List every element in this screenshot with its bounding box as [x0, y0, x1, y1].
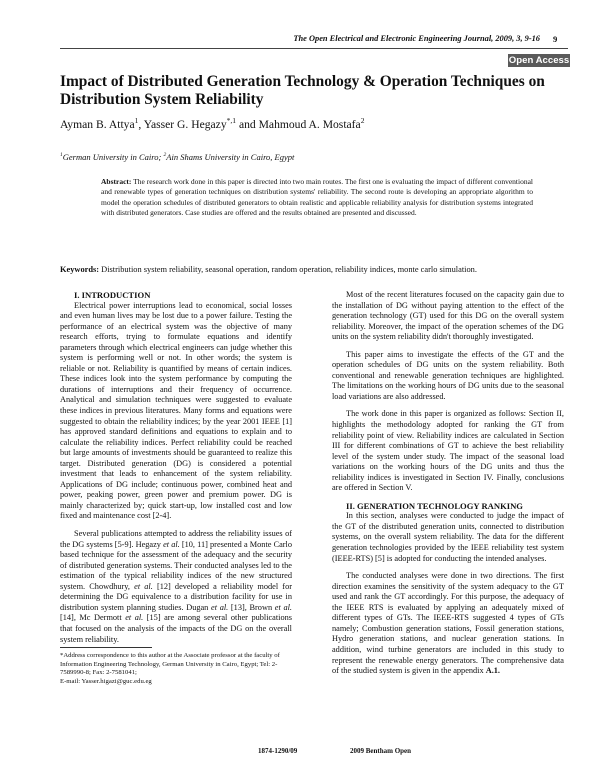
journal-header: The Open Electrical and Electronic Engineering Journal, 2009, 3, 9-16 — [293, 34, 540, 43]
paragraph: The conducted analyses were done in two directions. The first direction examines the sensitivity of the system adequacy to the GT used and rank the GT accordingly. For this purpose, the adequacy of the IEEE RTS is evaluated by applying an adequately mixed of different types of GTs. The IEEE-RTS suggested 4 types of GTs namely; Combustion generation stations, Fossil generation stations, Hydro generation stations, and nuclear generation stations. In addition, wind turbine generators are included in this study to represent the renewable energy generators. The comprehensive data of the studied system is given in the appendix A.1. — [332, 571, 564, 676]
page-number: 9 — [553, 34, 558, 44]
affiliation-sup: 1 — [60, 152, 63, 159]
abstract-text: The research work done in this paper is directed into two main routes. The first one is evaluating the impact of different conventional and renewable types of generation techniques on distribution systems' reliability. The second route is developing an appropriate algorithm to model the operation schedules of distributed generators to obtain realistic and applicable reliability analysis for distribution systems integrated with distributed generators. Case studies are offered and the results obtained are presented and discussed. — [101, 177, 533, 217]
author-list: Ayman B. Attya$^1$, Yasser G. Hegazy$^{*,1}$ and Mahmoud A. Mostafa$^2$ — [60, 116, 365, 131]
abstract-label: Abstract: — [101, 177, 132, 186]
affiliations — [60, 152, 560, 162]
paragraph: Most of the recent literatures focused on the capacity gain due to the installation of DG without paying attention to the effect of the generation technology (GT) used for this DG on the overall system reliability. Moreover, the impact of the operation schemes of the DG units on the system reliability didn't thoroughly investigated. — [332, 290, 564, 342]
section-heading: II. GENERATION TECHNOLOGY RANKING — [346, 500, 523, 511]
issn-code: 1874-1290/09 — [258, 747, 298, 755]
keywords — [60, 264, 580, 275]
author-sup: *,1 — [226, 116, 237, 126]
paragraph: In this section, analyses were conducted to judge the impact of the GT of the distributed generation units, connected to distribution systems, on the overall system reliability. The data for the different generation technologies provided by the IEEE reliability test system (IEEE-RTS) [5] is adopted for conducting the intended analyses. — [332, 511, 564, 563]
author-name: Mahmoud A. Mostafa — [258, 118, 361, 131]
publisher: 2009 Bentham Open — [350, 747, 412, 755]
left-column — [60, 290, 292, 645]
footnote-email: E-mail: Yasser.higazi@guc.edu.eg — [60, 677, 152, 685]
paragraph: Electrical power interruptions lead to economical, social losses and even human lives may be lost due to a power failure. Testing the performance of an electrical system was the objective of many research efforts, trying to formulate equations and identify parameters through which electrical engineers can judge whether this system is performing well or not. In other words; the system is reliable or not. Reliability is quantified by means of certain indices. These indices look into the system performance by computing the durations of interruptions and their frequency of occurrence. Analytical and simulation techniques were suggested to evaluate these indices in previous literatures. Many forms and equations were suggested to obtain the reliability indices; by the year 2001 IEEE [1] has approved standard definitions and equations to explain and to calculate the reliability indices. Perfect reliability could be reached but large amounts of investments should be guaranteed to realize this target. Distributed generation (DG) is considered a potential investment that leads to enhancement of the system reliability. Applications of DG include; continuous power, combined heat and power, peaking power, green power and premium power. DG is mainly characterized by; quick start-up, low installed cost and low fixed and maintenance cost [2-4]. — [60, 300, 292, 521]
correspondence-footnote — [60, 652, 292, 686]
affiliation-sup: 2 — [163, 152, 167, 159]
footnote-rule — [60, 647, 152, 648]
section-heading: I. INTRODUCTION — [74, 290, 151, 300]
abstract — [101, 177, 533, 218]
paragraph: The work done in this paper is organized as follows: Section II, highlights the methodology adopted for ranking the GT from reliability point of view. Reliability indices are calculated in Section III for different combinations of GT to achieve the best reliability level of the system under study. The impact of the seasonal load variations on the working hours of the DG units and thus the reliability indices is investigated in Section IV. Finally, conclusions are offered in Section V. — [332, 409, 564, 493]
author-name: Ayman B. Attya — [60, 118, 135, 131]
right-column — [332, 290, 564, 677]
open-access-badge: Open Access — [508, 55, 570, 66]
keywords-text: Distribution system reliability, seasonal operation, random operation, reliability indices, monte carlo simulation. — [101, 265, 477, 274]
paragraph: Several publications attempted to address the reliability issues of the DG systems [5-9]. Hegazy et al. [10, 11] presented a Monte Carlo based technique for the assessment of the adequacy and the security of distributed generation systems. Their conducted analyses led to the estimation of the typical reliability indices of the new structured system. Chowdhury, et al. [12] developed a reliability model for determining the DG equivalence to a distribution facility for use in distribution system planning studies. Dugan et al. [13], Brown et al. [14], Mc Dermott et al. [15] are among several other publications that focused on the analysis of the impacts of the DG on the overall system reliability. — [60, 529, 293, 644]
author-name: Yasser G. Hegazy — [143, 118, 227, 131]
paper-title: Impact of Distributed Generation Technology & Operation Techniques on Distribution System Reliability — [60, 73, 545, 108]
affiliation: German University in Cairo; — [62, 152, 164, 162]
author-sup: 1 — [134, 116, 139, 126]
paragraph: This paper aims to investigate the effects of the GT and the operation schedules of DG units on the system reliability. Both conventional and renewable generation techniques are highlighted. The limitations on the working hours of DG units due to the seasonal load variations are also addressed. — [332, 349, 564, 401]
author-sup: 2 — [360, 116, 365, 126]
header-rule — [60, 48, 568, 49]
affiliation: Ain Shams University in Cairo, Egypt — [166, 152, 295, 162]
keywords-label: Keywords: — [60, 265, 100, 274]
footnote-text: *Address correspondence to this author at the Associate professor at the faculty of Information Engineering Technology, German University in Cairo, Egypt; Tel: 2-7589990-8; Fax: 2-7581041; — [60, 652, 280, 676]
